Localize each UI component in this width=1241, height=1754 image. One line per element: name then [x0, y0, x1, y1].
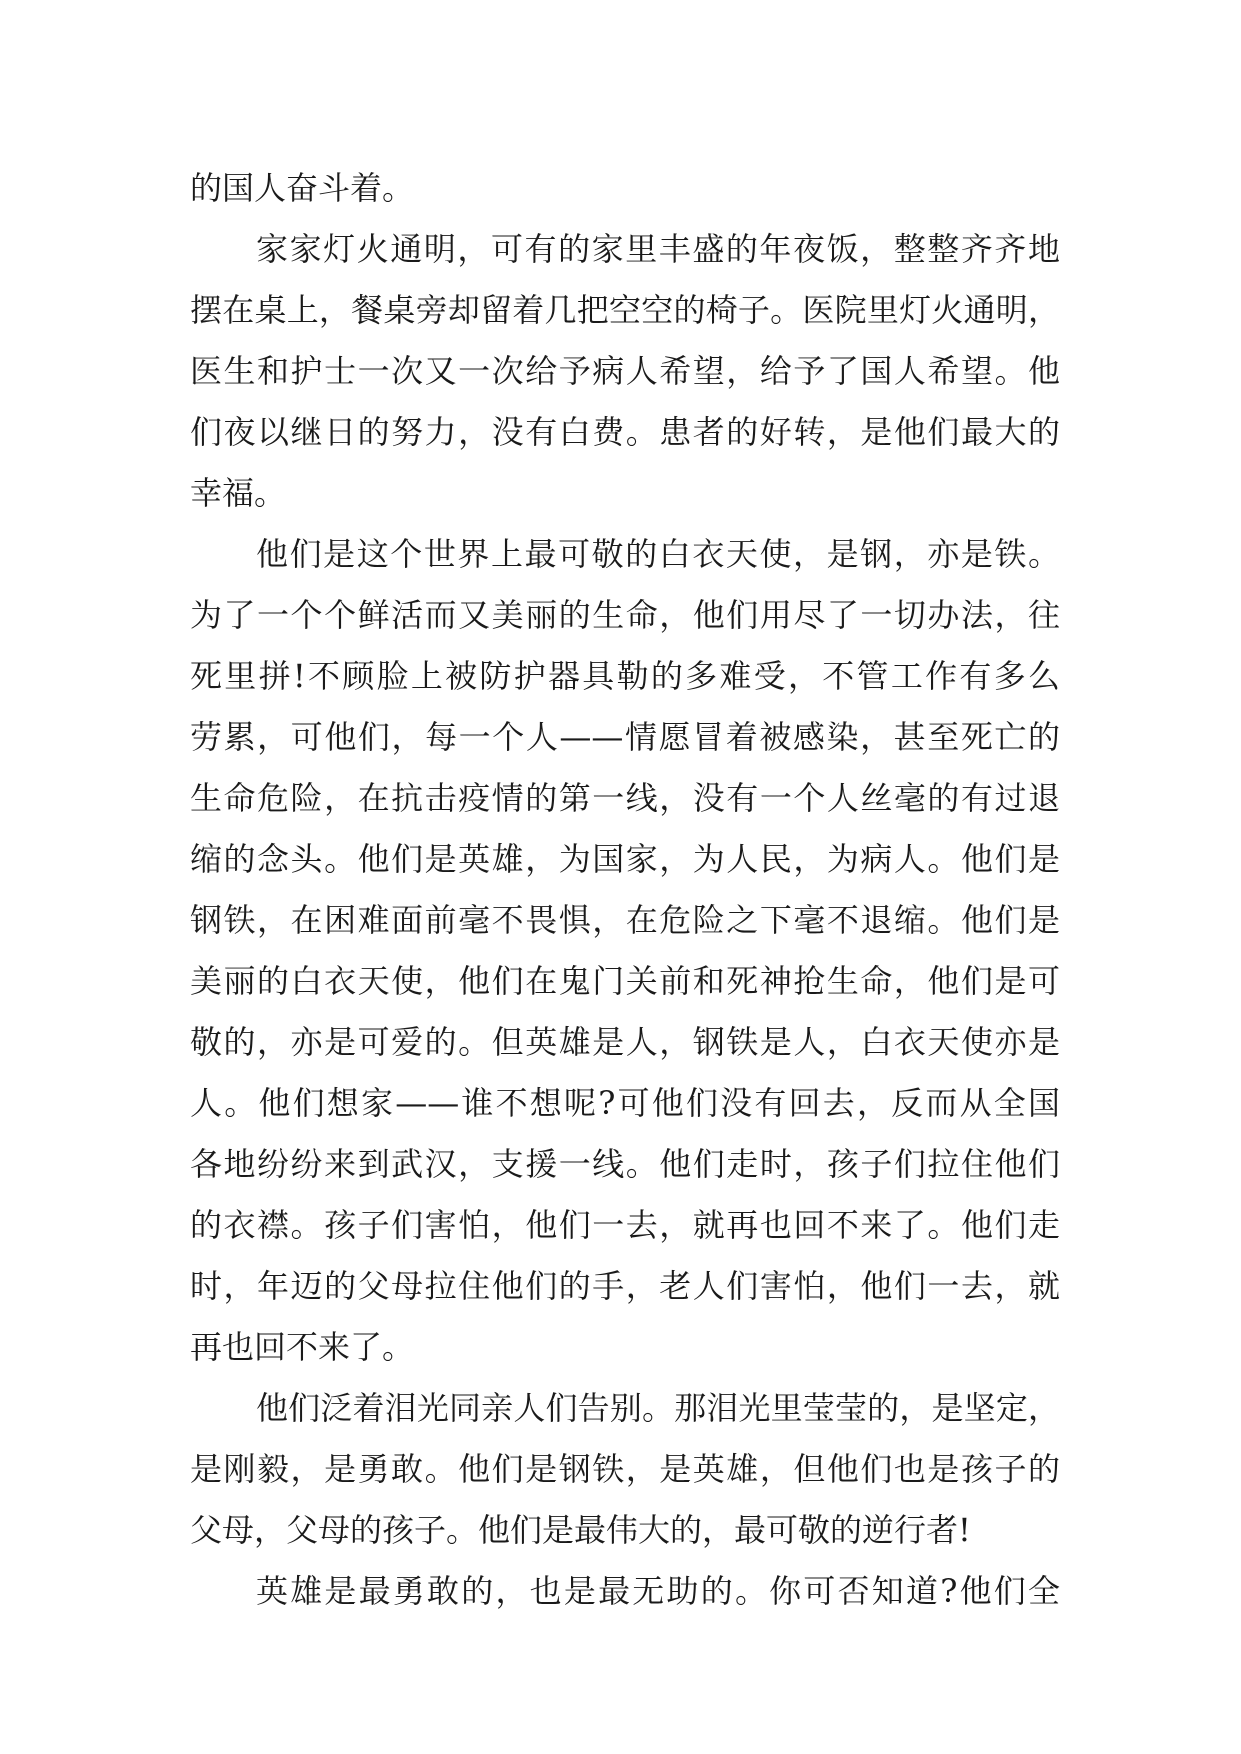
- text-line: 摆在桌上，餐桌旁却留着几把空空的椅子。医院里灯火通明，: [190, 291, 1060, 329]
- text-line: 幸福。: [190, 474, 287, 512]
- text-line: 人。他们想家——谁不想呢?可他们没有回去，反而从全国: [190, 1084, 1060, 1122]
- text-line: 的国人奋斗着。: [190, 169, 415, 207]
- text-line: 的衣襟。孩子们害怕，他们一去，就再也回不来了。他们走: [190, 1206, 1060, 1244]
- text-line: 死里拼!不顾脸上被防护器具勒的多难受，不管工作有多么: [190, 657, 1060, 695]
- text-line: 父母，父母的孩子。他们是最伟大的，最可敬的逆行者!: [190, 1511, 971, 1549]
- text-line: 缩的念头。他们是英雄，为国家，为人民，为病人。他们是: [190, 840, 1060, 878]
- text-line: 英雄是最勇敢的，也是最无助的。你可否知道?他们全: [256, 1572, 1060, 1610]
- text-line: 各地纷纷来到武汉，支援一线。他们走时，孩子们拉住他们: [190, 1145, 1060, 1183]
- text-line: 生命危险，在抗击疫情的第一线，没有一个人丝毫的有过退: [190, 779, 1060, 817]
- text-line: 再也回不来了。: [190, 1328, 415, 1366]
- text-line: 钢铁，在困难面前毫不畏惧，在危险之下毫不退缩。他们是: [190, 901, 1060, 939]
- body-text: [190, 158, 1060, 1622]
- text-line: 他们是这个世界上最可敬的白衣天使，是钢，亦是铁。: [256, 535, 1060, 573]
- text-line: 们夜以继日的努力，没有白费。患者的好转，是他们最大的: [190, 413, 1060, 451]
- text-line: 是刚毅，是勇敢。他们是钢铁，是英雄，但他们也是孩子的: [190, 1450, 1060, 1488]
- text-line: 他们泛着泪光同亲人们告别。那泪光里莹莹的，是坚定，: [256, 1389, 1060, 1427]
- text-line: 劳累，可他们，每一个人——情愿冒着被感染，甚至死亡的: [190, 718, 1060, 756]
- text-line: 医生和护士一次又一次给予病人希望，给予了国人希望。他: [190, 352, 1060, 390]
- text-line: 为了一个个鲜活而又美丽的生命，他们用尽了一切办法，往: [190, 596, 1060, 634]
- text-line: 家家灯火通明，可有的家里丰盛的年夜饭，整整齐齐地: [256, 230, 1060, 268]
- text-line: 敬的，亦是可爱的。但英雄是人，钢铁是人，白衣天使亦是: [190, 1023, 1060, 1061]
- text-line: 时，年迈的父母拉住他们的手，老人们害怕，他们一去，就: [190, 1267, 1060, 1305]
- text-line: 美丽的白衣天使，他们在鬼门关前和死神抢生命，他们是可: [190, 962, 1060, 1000]
